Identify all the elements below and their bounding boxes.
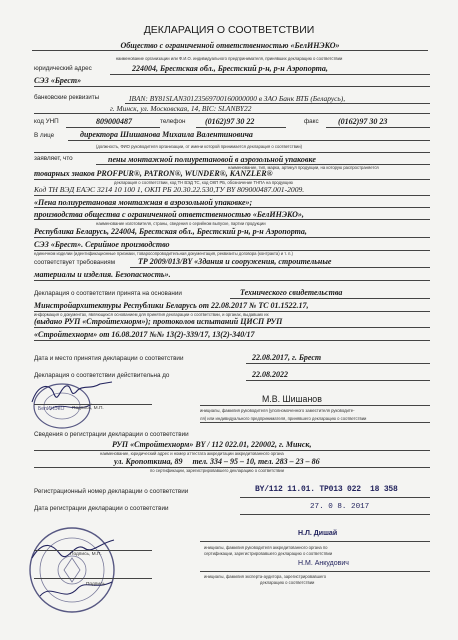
caption-head-1: инициалы, фамилия руководителя (уполномоченного заместителя руководите- <box>200 408 355 413</box>
label-declares: заявляет, что <box>34 155 73 162</box>
product-brands: товарных знаков PROFPUR®, PATRON®, WUNDER®, KANZLER® <box>34 169 273 178</box>
product-codes: Код ТН ВЭД ЕАЭС 3214 10 100 1, ОКП РБ 20.30.22.530,ТУ BY 809000487.001-2009. <box>34 185 305 194</box>
caption-batch: единичном изделии (идентификационные признаки, товаросопроводительная документация, реквизиты договора (контракта) и т. п.) <box>34 251 293 256</box>
label-represented-by: В лице <box>34 132 55 139</box>
bank-details-line-2: г. Минск, ул. Московская, 14, BIC: SLANBY22 <box>110 104 252 113</box>
caption-codes: декларация о соответствии, код ТН ВЭД ТС, код ОКП РБ, обозначение ТНПА на продукцию <box>114 180 293 185</box>
requirements-line-2: материалы и изделия. Безопасность». <box>34 270 171 279</box>
caption-organization: наименование организации или Ф.И.О. индивидуального предпринимателя, принявших декларацию о соответствии <box>115 56 343 61</box>
label-registration-date: Дата регистрации декларации о соответствии <box>34 505 169 512</box>
basis-line-3: (выдано РУП «Стройтехнорм»); протоколов испытаний ЦИСП РУП <box>34 317 283 326</box>
producer-line: производства общества с ограниченной ответственностью «БелИНЭКО», <box>34 210 304 219</box>
caption-officer-2: сертификации, зарегистрировавшего декларацию о соответствии <box>204 551 333 556</box>
seal-company-text: БелИНЭКО <box>38 406 65 412</box>
representative-name: директора Шишанова Михаила Валентиновича <box>80 130 253 139</box>
officer-name-stamp: Н.Л. Дишай <box>298 530 338 537</box>
label-signature-seal-2: Подпись, М.П. <box>70 552 102 557</box>
label-signature: Подпись <box>86 582 105 587</box>
registration-body-line-1: РУП «Стройтехнорм» BY / 112 022.01, 220002, г. Минск, <box>112 440 312 449</box>
label-bank-details: банковские реквизиты <box>34 94 100 101</box>
caption-officer-1: инициалы, фамилия руководителя аккредитованного органа по <box>204 545 328 550</box>
requirements-line-1: ТР 2009/013/BY «Здания и сооружения, строительные <box>138 257 332 266</box>
product-full-name: «Пена полиуретановая монтажная в аэрозольной упаковке»; <box>34 198 253 207</box>
company-seal-signature <box>20 370 120 432</box>
caption-expert-1: инициалы, фамилия эксперта-аудитора, зарегистрировавшего <box>204 574 327 579</box>
label-legal-address: юридический адрес <box>34 65 92 72</box>
label-basis: Декларация о соответствии принята на основании <box>34 290 182 297</box>
label-signature-seal: Подпись, М.П. <box>72 406 104 411</box>
legal-address-line-2: СЭЗ «Брест» <box>34 76 82 85</box>
valid-until: 22.08.2022 <box>252 370 288 379</box>
caption-representative: (должность, ФИО руководителя организации, от имени которой принимается декларация о соответствии) <box>96 144 302 149</box>
basis-line-2: Минстройархитектуры Республики Беларусь от 22.08.2017 № ТС 01.1522.17, <box>34 301 309 310</box>
manufacturer-line-1: Республика Беларусь, 224004, Брестская обл., Брестский р-н, р-н Аэропорта, <box>34 227 307 236</box>
registration-body-line-2: ул. Кропоткина, 89 тел. 334 – 95 – 10, тел. 283 – 23 – 86 <box>114 457 320 466</box>
label-fax: факс <box>304 118 319 125</box>
registry-seal <box>20 518 130 618</box>
phone-number: (0162)97 30 22 <box>205 117 255 126</box>
basis-line-4: «Стройтехнорм» от 16.08.2017 №№ 13(2)-339/17, 13(2)-340/17 <box>34 330 255 339</box>
caption-registration-body: наименование, юридический адрес и номер аттестата аккредитации аккредитованного органа <box>100 451 284 456</box>
caption-manufacturer: наименование изготовителя, страны, сведения о серийном выпуске, партии продукции <box>96 221 266 226</box>
fax-number: (0162)97 30 23 <box>338 117 388 126</box>
caption-registration-body-2: по сертификации, зарегистрировавшего декларацию о соответствии <box>150 468 284 473</box>
label-registration-info: Сведения о регистрации декларации о соответствии <box>34 431 189 438</box>
legal-address-line-1: 224004, Брестская обл., Брестский р-н, р-н Аэропорта, <box>132 64 328 73</box>
label-requirements: соответствует требованиям <box>34 259 116 266</box>
caption-head-2: ля) или индивидуального предпринимателя, принявшего декларацию о соответствии <box>200 416 367 421</box>
caption-product: наименование, тип, марка, артикул продукции, на которую распространяется <box>228 165 379 170</box>
label-date-place: Дата и место принятия декларации о соответствии <box>34 355 184 362</box>
label-registration-number: Регистрационный номер декларации о соответствии <box>34 488 189 495</box>
label-valid-until: Декларация о соответствии действительна до <box>34 372 170 379</box>
date-place: 22.08.2017, г. Брест <box>252 353 322 362</box>
registration-number-stamp: BY/112 11.01. ТР013 022 18 358 <box>255 485 398 494</box>
bank-details-line-1: IBAN: BY81SLAN30123569700160000000 в ЗАО Банк ВТБ (Беларусь), <box>129 94 346 103</box>
caption-basis: информация о документах, являющихся основанием для принятия декларации о соответствии, и органах, выдавших их <box>34 312 269 317</box>
organization-name: Общество с ограниченной ответственностью «БелИНЭКО» <box>32 41 428 51</box>
label-phone: телефон <box>160 118 186 125</box>
head-name: М.В. Шишанов <box>262 394 322 404</box>
registration-date-stamp: 27. 0 8. 2017 <box>310 503 370 511</box>
document-title: ДЕКЛАРАЦИЯ О СООТВЕТСТВИИ <box>143 24 315 36</box>
manufacturer-line-2: СЭЗ «Брест». Серийное производство <box>34 240 170 249</box>
caption-expert-2: декларацию о соответствии <box>260 580 315 585</box>
expert-name-stamp: Н.М. Анкудович <box>298 560 349 567</box>
unp-code: 809000487 <box>96 117 132 126</box>
label-unp: код УНП <box>34 118 59 125</box>
product-name: пены монтажной полиуретановой в аэрозольной упаковке <box>108 155 316 164</box>
basis-line-1: Технического свидетельства <box>240 288 343 297</box>
